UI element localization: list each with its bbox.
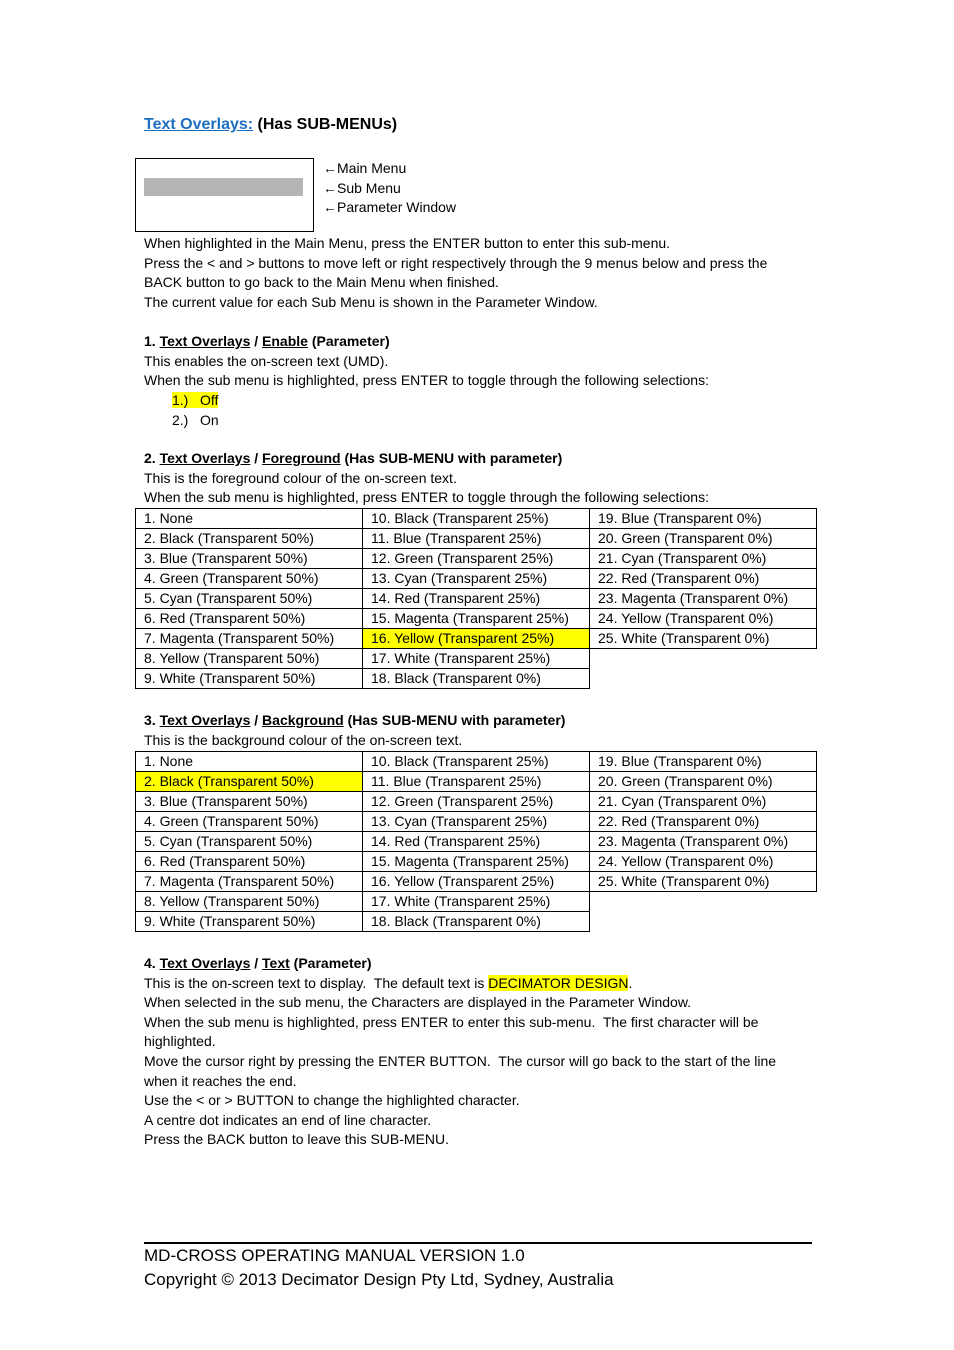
- table-cell: 19. Blue (Transparent 0%): [590, 509, 817, 529]
- table-cell: 16. Yellow (Transparent 25%): [363, 629, 590, 649]
- intro-text: [144, 234, 767, 312]
- table-row: [136, 872, 817, 892]
- paragraph-line: When the sub menu is highlighted, press ENTER to enter this sub-menu. The first character will be: [144, 1013, 759, 1030]
- table-row: [136, 812, 817, 832]
- paragraph-line: This is the foreground colour of the on-screen text.: [144, 469, 457, 486]
- table-cell: 3. Blue (Transparent 50%): [136, 792, 363, 812]
- table-cell: 20. Green (Transparent 0%): [590, 772, 817, 792]
- table-row: [136, 529, 817, 549]
- option-off: 1.) Off: [172, 392, 219, 408]
- table-cell: 17. White (Transparent 25%): [363, 649, 590, 669]
- table-cell: 23. Magenta (Transparent 0%): [590, 589, 817, 609]
- lcd-highlight-bar: [144, 178, 303, 196]
- table-cell: 24. Yellow (Transparent 0%): [590, 852, 817, 872]
- table-row: [136, 912, 817, 932]
- table-cell: 14. Red (Transparent 25%): [363, 832, 590, 852]
- table-cell: 22. Red (Transparent 0%): [590, 569, 817, 589]
- paragraph-line: When highlighted in the Main Menu, press the ENTER button to enter this sub-menu.: [144, 235, 671, 251]
- table-cell: 8. Yellow (Transparent 50%): [136, 892, 363, 912]
- page-footer: [144, 1244, 614, 1292]
- table-cell: 2. Black (Transparent 50%): [136, 772, 363, 792]
- section-enable: [144, 332, 709, 391]
- table-cell: 25. White (Transparent 0%): [590, 629, 817, 649]
- section-heading: 4. Text Overlays / Text (Parameter): [144, 955, 372, 971]
- table-cell: 11. Blue (Transparent 25%): [363, 772, 590, 792]
- table-cell: 13. Cyan (Transparent 25%): [363, 812, 590, 832]
- option-on: 2.) On: [172, 411, 219, 428]
- table-row: [136, 892, 817, 912]
- lcd-display-diagram: [135, 158, 314, 232]
- table-cell: 15. Magenta (Transparent 25%): [363, 852, 590, 872]
- title-link[interactable]: Text Overlays:: [144, 116, 254, 133]
- background-table: [135, 751, 817, 932]
- section-heading: 1. Text Overlays / Enable (Parameter): [144, 333, 390, 349]
- table-cell: 15. Magenta (Transparent 25%): [363, 609, 590, 629]
- footer-manual-version: MD-CROSS OPERATING MANUAL VERSION 1.0: [144, 1246, 525, 1265]
- table-cell: 5. Cyan (Transparent 50%): [136, 589, 363, 609]
- table-cell: 21. Cyan (Transparent 0%): [590, 549, 817, 569]
- table-cell: 4. Green (Transparent 50%): [136, 812, 363, 832]
- table-row: [136, 832, 817, 852]
- section-heading: 2. Text Overlays / Foreground (Has SUB-MENU with parameter): [144, 450, 563, 466]
- footer-copyright: Copyright © 2013 Decimator Design Pty Ltd, Sydney, Australia: [144, 1270, 614, 1289]
- table-cell: 16. Yellow (Transparent 25%): [363, 872, 590, 892]
- paragraph-line: A centre dot indicates an end of line character.: [144, 1111, 432, 1128]
- paragraph-line: When selected in the sub menu, the Characters are displayed in the Parameter Window.: [144, 994, 692, 1011]
- table-cell: 25. White (Transparent 0%): [590, 872, 817, 892]
- table-cell: 21. Cyan (Transparent 0%): [590, 792, 817, 812]
- table-row: [136, 609, 817, 629]
- table-cell: 12. Green (Transparent 25%): [363, 549, 590, 569]
- paragraph-line: BACK button to go back to the Main Menu when finished.: [144, 274, 499, 291]
- table-cell: 6. Red (Transparent 50%): [136, 609, 363, 629]
- table-cell: 23. Magenta (Transparent 0%): [590, 832, 817, 852]
- enable-options: [172, 391, 219, 430]
- table-row: [136, 509, 817, 529]
- paragraph-line: This enables the on-screen text (UMD).: [144, 352, 389, 369]
- table-row: [136, 669, 817, 689]
- table-cell: 3. Blue (Transparent 50%): [136, 549, 363, 569]
- legend-parameter-window: ←Parameter Window: [323, 199, 457, 216]
- lcd-legend: [323, 159, 456, 218]
- paragraph-line: Press the BACK button to leave this SUB-MENU.: [144, 1131, 450, 1148]
- table-cell: [590, 912, 817, 932]
- table-cell: 22. Red (Transparent 0%): [590, 812, 817, 832]
- paragraph-line: The current value for each Sub Menu is shown in the Parameter Window.: [144, 293, 598, 310]
- table-cell: 13. Cyan (Transparent 25%): [363, 569, 590, 589]
- table-cell: 7. Magenta (Transparent 50%): [136, 872, 363, 892]
- table-cell: 18. Black (Transparent 0%): [363, 669, 590, 689]
- paragraph-line: when it reaches the end.: [144, 1072, 297, 1089]
- legend-main-menu: ←Main Menu: [323, 160, 407, 176]
- table-cell: 9. White (Transparent 50%): [136, 669, 363, 689]
- table-row: [136, 569, 817, 589]
- paragraph-line: Use the < or > BUTTON to change the highlighted character.: [144, 1092, 520, 1109]
- table-cell: 8. Yellow (Transparent 50%): [136, 649, 363, 669]
- table-cell: 14. Red (Transparent 25%): [363, 589, 590, 609]
- table-cell: 11. Blue (Transparent 25%): [363, 529, 590, 549]
- default-text-highlight: DECIMATOR DESIGN: [488, 974, 629, 991]
- table-cell: 1. None: [136, 752, 363, 772]
- table-cell: 20. Green (Transparent 0%): [590, 529, 817, 549]
- table-cell: [590, 669, 817, 689]
- table-cell: 10. Black (Transparent 25%): [363, 509, 590, 529]
- section-background: [144, 711, 565, 750]
- legend-sub-menu: ←Sub Menu: [323, 179, 401, 196]
- table-cell: 4. Green (Transparent 50%): [136, 569, 363, 589]
- table-row: [136, 549, 817, 569]
- section-heading: 3. Text Overlays / Background (Has SUB-MENU with parameter): [144, 712, 566, 728]
- title-suffix: (Has SUB-MENUs): [253, 116, 398, 133]
- section-title: [144, 116, 397, 134]
- section-text: [144, 954, 776, 1150]
- table-cell: [590, 649, 817, 669]
- table-row: [136, 772, 817, 792]
- table-cell: 19. Blue (Transparent 0%): [590, 752, 817, 772]
- table-row: [136, 852, 817, 872]
- table-cell: 18. Black (Transparent 0%): [363, 912, 590, 932]
- table-cell: 24. Yellow (Transparent 0%): [590, 609, 817, 629]
- table-cell: 7. Magenta (Transparent 50%): [136, 629, 363, 649]
- paragraph-line: When the sub menu is highlighted, press ENTER to toggle through the following selections:: [144, 489, 709, 506]
- table-row: [136, 629, 817, 649]
- table-cell: 17. White (Transparent 25%): [363, 892, 590, 912]
- table-row: [136, 792, 817, 812]
- table-cell: [590, 892, 817, 912]
- table-cell: 12. Green (Transparent 25%): [363, 792, 590, 812]
- table-cell: 9. White (Transparent 50%): [136, 912, 363, 932]
- table-cell: 5. Cyan (Transparent 50%): [136, 832, 363, 852]
- paragraph-line: highlighted.: [144, 1033, 216, 1050]
- table-cell: 1. None: [136, 509, 363, 529]
- table-cell: 6. Red (Transparent 50%): [136, 852, 363, 872]
- paragraph-line: This is the background colour of the on-screen text.: [144, 731, 463, 748]
- paragraph-line: Move the cursor right by pressing the ENTER BUTTON. The cursor will go back to the start of the line: [144, 1052, 777, 1069]
- paragraph-line: This is the on-screen text to display. The default text is DECIMATOR DESIGN.: [144, 974, 633, 991]
- table-cell: 10. Black (Transparent 25%): [363, 752, 590, 772]
- table-row: [136, 589, 817, 609]
- paragraph-line: When the sub menu is highlighted, press ENTER to toggle through the following selections:: [144, 372, 709, 389]
- table-row: [136, 752, 817, 772]
- table-cell: 2. Black (Transparent 50%): [136, 529, 363, 549]
- paragraph-line: Press the < and > buttons to move left or right respectively through the 9 menus below and press the: [144, 254, 768, 271]
- table-row: [136, 649, 817, 669]
- section-foreground: [144, 449, 709, 508]
- foreground-table: [135, 508, 817, 689]
